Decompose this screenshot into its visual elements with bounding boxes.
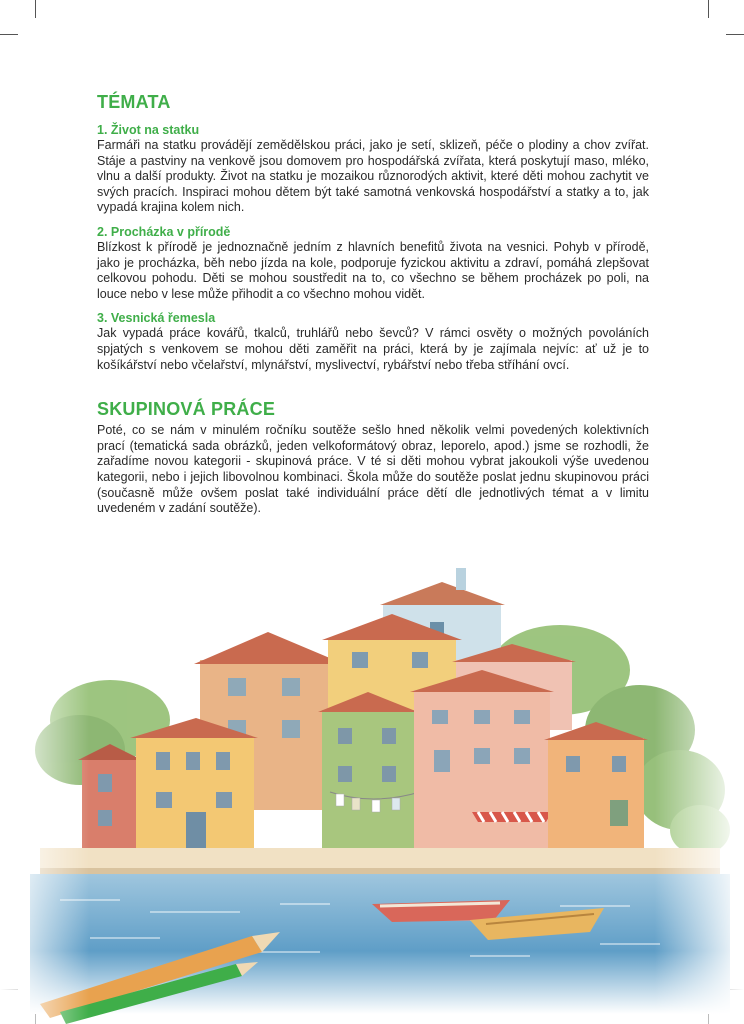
topic-text: Blízkost k přírodě je jednoznačně jedním z hlavních benefitů života na vesnici. Pohyb v přírodě, jako je procházka, běh nebo jízda na kole, podporuje fyzickou aktivitu a zdraví, pomáhá zlepšovat celkovou pohodu. Děti se mohou soustředit na to, co všechno se během procházek po poli, na louce nebo v lese může přihodit a co všechno mohou vidět.: [97, 239, 649, 301]
topic-heading: 3. Vesnická řemesla: [97, 311, 216, 326]
crop-mark: [708, 0, 709, 18]
group-work-text: Poté, co se nám v minulém ročníku soutěže sešlo hned několik velmi povedených kolektivních prací (tematická sada obrázků, jeden velkoformátový obraz, leporelo, apod.) jsme se rozhodli, že zařadíme novou kategorii - skupinová práce. V té si děti mohou vybrat jakoukoli výše uvedenou kategorii, nebo i jejich libovolnou kombinaci. Škola může do soutěže poslat jednu skupinovou práci (současně může ovšem poslat také individuální práce dětí dle jednotlivých témat a v limitu uvedeném v zadání soutěže).: [97, 423, 649, 516]
topic-heading: 1. Život na statku: [97, 123, 200, 137]
topic-text: Farmáři na statku provádějí zemědělskou práci, jako je setí, sklizeň, péče o plodiny a chov zvířat. Stáje a pastviny na venkově jsou domovem pro hospodářská zvířata, která poskytují maso, mléko, vlnu a další produkty. Život na statku je mozaikou různorodých aktivit, které děti mohou zachytit ve svých pracích. Inspiraci mohou dětem být také samotná venkovská hospodářství a statky a to, jak vypadá krajina kolem nich.: [97, 138, 649, 215]
village-by-the-water-illustration: [0, 560, 744, 1024]
topic-heading: 2. Procházka v přírodě: [97, 224, 231, 239]
crop-mark: [35, 0, 36, 18]
topic-nature-walk: [97, 225, 649, 302]
crop-mark: [0, 34, 18, 35]
topic-text: Jak vypadá práce kovářů, tkalců, truhlářů nebo ševců? V rámci osvěty o možných povoláních spjatých s venkovem se mohou děti zaměřit na práci, která by je zajímala nejvíc: ať už je to košíkářství nebo včelařství, mlynářství, myslivectví, rybářství nebo třeba stříhání ovcí.: [97, 326, 649, 372]
page-content: [97, 92, 649, 517]
section-title-group-work: SKUPINOVÁ PRÁCE: [97, 399, 276, 420]
topic-farm-life: [97, 123, 649, 216]
crop-mark: [726, 34, 744, 35]
section-title-themes: TÉMATA: [97, 92, 171, 112]
topic-village-crafts: [97, 311, 649, 373]
